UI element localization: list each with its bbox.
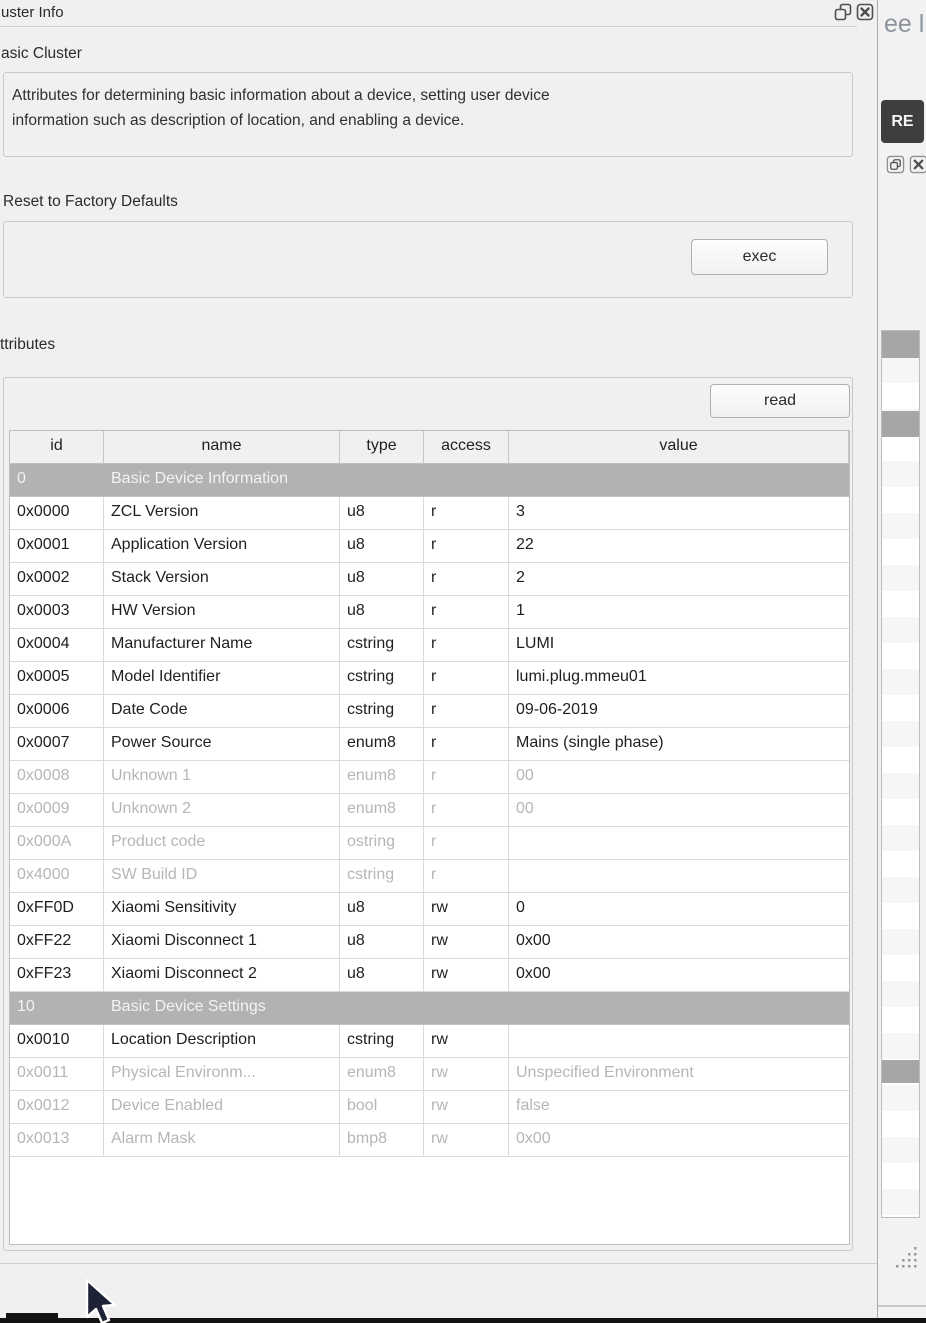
size-grip[interactable]	[895, 1246, 919, 1273]
table-cell: 0x0007	[10, 728, 104, 761]
table-cell: Alarm Mask	[104, 1124, 340, 1157]
read-button[interactable]: read	[710, 384, 850, 418]
table-cell: r	[424, 860, 509, 893]
table-cell: 00	[516, 767, 534, 784]
table-section-row[interactable]	[10, 464, 849, 497]
table-cell	[509, 860, 849, 893]
table-row[interactable]	[10, 794, 849, 827]
table-cell: Unknown 1	[104, 761, 340, 794]
exec-button[interactable]: exec	[691, 239, 828, 275]
table-cell: 0x4000	[10, 860, 104, 893]
table-row[interactable]	[10, 860, 849, 893]
table-cell: 0x00	[516, 1130, 551, 1147]
table-section-row[interactable]	[10, 992, 849, 1025]
table-cell: u8	[340, 959, 424, 992]
restore-window-icon[interactable]	[833, 2, 853, 22]
table-row[interactable]	[10, 563, 849, 596]
table-cell: 22	[516, 536, 534, 553]
table-cell: Manufacturer Name	[104, 629, 340, 662]
table-cell	[509, 827, 849, 860]
table-cell: r	[424, 794, 509, 827]
table-cell: Unknown 2	[104, 794, 340, 827]
table-cell: rw	[424, 926, 509, 959]
table-row[interactable]	[10, 497, 849, 530]
table-cell: r	[424, 761, 509, 794]
reset-defaults-label: Reset to Factory Defaults	[3, 193, 178, 210]
column-header-access[interactable]: access	[424, 431, 509, 464]
table-cell: u8	[340, 596, 424, 629]
side-list-section-band	[882, 411, 920, 437]
table-cell: r	[424, 530, 509, 563]
table-cell: Stack Version	[104, 563, 340, 596]
table-cell: rw	[424, 1091, 509, 1124]
table-cell: 0x0013	[10, 1124, 104, 1157]
table-cell: Xiaomi Sensitivity	[104, 893, 340, 926]
table-cell: r	[424, 629, 509, 662]
table-cell: cstring	[340, 695, 424, 728]
table-cell: 0	[17, 470, 26, 487]
table-header-row	[10, 431, 849, 464]
table-cell: Location Description	[104, 1025, 340, 1058]
table-row[interactable]	[10, 761, 849, 794]
reset-defaults-groupbox	[3, 221, 853, 298]
side-panel-strip	[877, 0, 926, 1323]
table-cell: HW Version	[104, 596, 340, 629]
window-title: uster Info	[1, 4, 64, 21]
table-cell: cstring	[340, 860, 424, 893]
side-panel-title-fragment: ee l	[884, 10, 925, 38]
table-cell: enum8	[340, 761, 424, 794]
side-restore-window-icon[interactable]	[886, 155, 906, 175]
table-cell: LUMI	[516, 635, 555, 652]
table-row[interactable]	[10, 728, 849, 761]
table-cell: cstring	[340, 1025, 424, 1058]
table-cell: rw	[424, 893, 509, 926]
table-cell: r	[424, 827, 509, 860]
table-cell: Power Source	[104, 728, 340, 761]
table-cell: 3	[516, 503, 525, 520]
table-cell: 0x000A	[10, 827, 104, 860]
table-cell: 0x0001	[10, 530, 104, 563]
attributes-label: ttributes	[0, 336, 56, 353]
table-cell: Date Code	[104, 695, 340, 728]
table-cell: enum8	[340, 794, 424, 827]
column-header-name[interactable]: name	[104, 431, 340, 464]
table-cell: 10	[17, 998, 35, 1015]
table-row[interactable]	[10, 629, 849, 662]
table-cell: Physical Environm...	[104, 1058, 340, 1091]
table-row[interactable]	[10, 1124, 849, 1157]
table-cell: 0x0002	[10, 563, 104, 596]
table-cell: Application Version	[104, 530, 340, 563]
table-cell: 0x0011	[10, 1058, 104, 1091]
table-row[interactable]	[10, 959, 849, 992]
table-cell: u8	[340, 497, 424, 530]
table-cell: 0x0004	[10, 629, 104, 662]
table-cell: 0	[516, 899, 525, 916]
table-cell: 0xFF22	[10, 926, 104, 959]
table-row[interactable]	[10, 893, 849, 926]
table-row[interactable]	[10, 662, 849, 695]
table-cell: 0x0003	[10, 596, 104, 629]
table-cell: enum8	[340, 1058, 424, 1091]
table-cell	[509, 1025, 849, 1058]
table-cell: r	[424, 497, 509, 530]
table-cell: 0x00	[516, 965, 551, 982]
column-header-type[interactable]: type	[340, 431, 424, 464]
table-cell: 09-06-2019	[516, 701, 598, 718]
side-list-section-band	[882, 331, 920, 358]
basic-cluster-label: asic Cluster	[1, 45, 82, 62]
table-cell: 0x0005	[10, 662, 104, 695]
table-cell: 0x0012	[10, 1091, 104, 1124]
bottom-edge-bar	[0, 1318, 926, 1323]
window-bottom-border	[0, 1263, 877, 1264]
table-cell: r	[424, 695, 509, 728]
table-cell: bmp8	[340, 1124, 424, 1157]
table-cell: u8	[340, 893, 424, 926]
table-cell: Unspecified Environment	[516, 1064, 694, 1081]
table-row[interactable]	[10, 1091, 849, 1124]
close-window-icon[interactable]	[855, 2, 875, 22]
table-row[interactable]	[10, 827, 849, 860]
table-row[interactable]	[10, 695, 849, 728]
attributes-table-body	[10, 464, 849, 1157]
table-cell: 0x00	[516, 932, 551, 949]
table-cell: 0x0010	[10, 1025, 104, 1058]
table-cell: Basic Device Information	[111, 470, 288, 487]
description-groupbox	[3, 72, 853, 157]
table-cell: Basic Device Settings	[111, 998, 266, 1015]
table-cell: ZCL Version	[104, 497, 340, 530]
table-cell: u8	[340, 563, 424, 596]
side-panel-bottom-border	[878, 1305, 926, 1307]
side-list-section-band	[882, 1060, 920, 1083]
re-badge-button[interactable]: RE	[881, 100, 924, 143]
table-cell: 0xFF23	[10, 959, 104, 992]
titlebar-separator	[0, 26, 857, 27]
table-cell: r	[424, 662, 509, 695]
cluster-description: Attributes for determining basic information about a device, setting user device information such as description of location, and enabling a device.	[12, 87, 550, 129]
mouse-cursor	[85, 1279, 127, 1323]
table-cell: Xiaomi Disconnect 1	[104, 926, 340, 959]
table-cell: Device Enabled	[104, 1091, 340, 1124]
table-cell: 2	[516, 569, 525, 586]
table-cell: 0x0008	[10, 761, 104, 794]
table-cell: r	[424, 563, 509, 596]
table-row[interactable]	[10, 530, 849, 563]
table-cell: SW Build ID	[104, 860, 340, 893]
table-cell: 0x0009	[10, 794, 104, 827]
table-cell: u8	[340, 530, 424, 563]
table-cell: ostring	[340, 827, 424, 860]
side-close-window-icon[interactable]	[909, 155, 926, 175]
table-cell: Mains (single phase)	[516, 734, 664, 751]
table-row[interactable]	[10, 1058, 849, 1091]
side-list-widget[interactable]	[881, 330, 920, 1218]
table-cell: lumi.plug.mmeu01	[516, 668, 647, 685]
table-cell: r	[424, 596, 509, 629]
table-cell: 00	[516, 800, 534, 817]
table-cell: cstring	[340, 662, 424, 695]
table-row[interactable]	[10, 926, 849, 959]
table-cell: rw	[424, 1058, 509, 1091]
table-cell: 0x0006	[10, 695, 104, 728]
table-cell: rw	[424, 1025, 509, 1058]
table-cell: r	[424, 728, 509, 761]
table-cell: Product code	[104, 827, 340, 860]
table-cell: Model Identifier	[104, 662, 340, 695]
table-row[interactable]	[10, 596, 849, 629]
table-cell: u8	[340, 926, 424, 959]
column-header-id[interactable]: id	[10, 431, 104, 464]
table-cell: enum8	[340, 728, 424, 761]
table-cell: rw	[424, 959, 509, 992]
table-cell: rw	[424, 1124, 509, 1157]
table-cell: 1	[516, 602, 525, 619]
column-header-value[interactable]: value	[509, 431, 849, 464]
attributes-groupbox	[3, 377, 853, 1251]
table-cell: cstring	[340, 629, 424, 662]
table-cell: 0xFF0D	[10, 893, 104, 926]
table-cell: bool	[340, 1091, 424, 1124]
table-cell: false	[516, 1097, 550, 1114]
table-cell: Xiaomi Disconnect 2	[104, 959, 340, 992]
attributes-table[interactable]	[9, 430, 850, 1245]
table-cell: 0x0000	[10, 497, 104, 530]
table-row[interactable]	[10, 1025, 849, 1058]
